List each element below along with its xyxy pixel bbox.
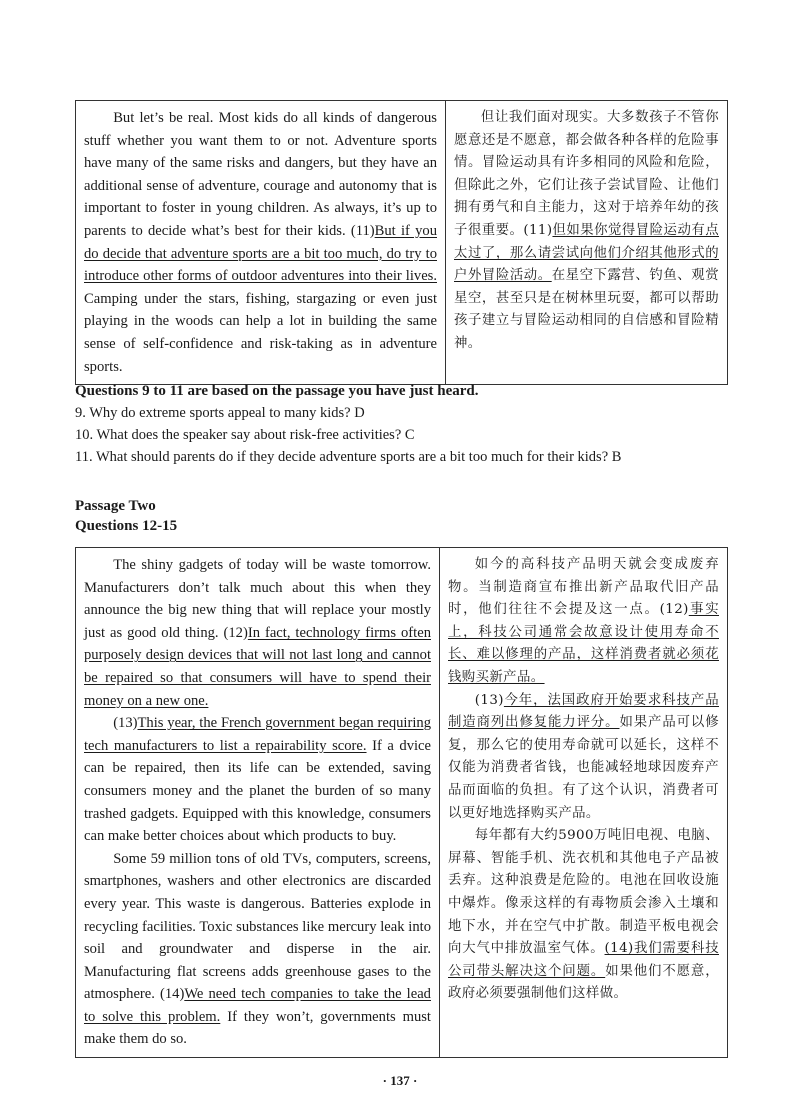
key-sentence-14-zh: (14)我们需要科技公司带头解决这个问题。 bbox=[448, 941, 719, 979]
key-sentence-13: This year, the French government began requiring tech manufacturers to list a repairability score. bbox=[84, 715, 431, 754]
chinese-paragraph-2: (13)今年，法国政府开始要求科技产品制造商列出修复能力评分。如果产品可以修复，那么它的使用寿命就可以延长，这样不仅能为消费者省钱，也能减轻地球因废弃产品而面临的负担。有了这个认识，消费者可以更好地选择购买产品。 bbox=[448, 692, 719, 821]
english-paragraph-1: The shiny gadgets of today will be waste tomorrow. Manufacturers don’t talk much about this when they announce the big new thing that will replace your mostly just as good old thing. (12)In fact, technology firms often purposely design devices that will not last long and cannot be repaired so that consumers will have to spend their money on a new one. bbox=[84, 557, 431, 709]
question-10: 10. What does the speaker say about risk-free activities? C bbox=[75, 427, 415, 443]
bilingual-table-1 bbox=[75, 100, 728, 385]
question-range: Questions 12-15 bbox=[75, 518, 178, 534]
passage-title: Passage Two bbox=[75, 498, 156, 514]
key-sentence-14: We need tech companies to take the lead to solve this problem. bbox=[84, 986, 431, 1025]
bilingual-table-2 bbox=[75, 547, 728, 1058]
key-sentence-11: But if you do decide that adventure sports are a bit too much, do try to introduce other forms of outdoor adventures into their lives. bbox=[84, 222, 437, 285]
key-sentence-12-zh: 事实上，科技公司通常会故意设计使用寿命不长、难以修理的产品，这样消费者就必须花钱购买新产品。 bbox=[448, 602, 719, 685]
english-column bbox=[76, 548, 440, 1058]
chinese-column bbox=[446, 101, 728, 385]
key-sentence-12: In fact, technology firms often purposely design devices that will not last long and cannot be repaired so that consumers will have to spend their money on a new one. bbox=[84, 624, 431, 709]
chinese-paragraph-3: 每年都有大约5900万吨旧电视、电脑、屏幕、智能手机、洗衣机和其他电子产品被丢弃。这种浪费是危险的。电池在回收设施中爆炸。像汞这样的有毒物质会渗入土壤和地下水，并在空气中扩散。制造平板电视会向大气中排放温室气体。(14)我们需要科技公司带头解决这个问题。如果他们不愿意，政府必须要强制他们这样做。 bbox=[448, 828, 719, 1002]
question-11: 11. What should parents do if they decide adventure sports are a bit too much for their kids? B bbox=[75, 449, 622, 465]
question-9: 9. Why do extreme sports appeal to many kids? D bbox=[75, 405, 365, 421]
english-paragraph: But let’s be real. Most kids do all kinds of dangerous stuff whether you want them to or not. Adventure sports have many of the same risks and dangers, but they have an additional sense of adventure, courage and autonomy that is important to foster in young children. As always, it’s up to parents to decide what’s best for their kids. (11)But if you do decide that adventure sports are a bit too much, do try to introduce other forms of outdoor adventures into their lives. Camping under the stars, fishing, stargazing or even just playing in the woods can help a lot in building the same sense of self-confidence and risk-taking as in adventure sports. bbox=[84, 110, 437, 375]
chinese-paragraph-1: 如今的高科技产品明天就会变成废弃物。当制造商宣布推出新产品取代旧产品时，他们往往不会提及这一点。(12)事实上，科技公司通常会故意设计使用寿命不长、难以修理的产品，这样消费者就必须花钱购买新产品。 bbox=[448, 557, 719, 685]
english-paragraph-2: (13)This year, the French government began requiring tech manufacturers to list a repairability score. If a dvice can be repaired, then its life can be extended, saving consumers money and the planet the burden of so many trashed gadgets. Equipped with this knowledge, consumers can make better choices about which products to buy. bbox=[84, 715, 431, 845]
questions-heading: Questions 9 to 11 are based on the passage you have just heard. bbox=[75, 383, 479, 399]
chinese-column bbox=[440, 548, 728, 1058]
english-paragraph-3: Some 59 million tons of old TVs, computers, screens, smartphones, washers and other electronics are discarded every year. This waste is dangerous. Batteries explode in recycling facilities. Toxic substances like mercury leak into soil and groundwater and disperse in the air. Manufacturing flat screens adds greenhouse gases to the atmosphere. (14)We need tech companies to take the lead to solve this problem. If they won’t, governments must make them do so. bbox=[84, 850, 431, 1048]
key-sentence-11-zh: 但如果你觉得冒险运动有点太过了，那么请尝试向他们介绍其他形式的户外冒险活动。 bbox=[454, 222, 719, 284]
key-sentence-13-zh: 今年，法国政府开始要求科技产品制造商列出修复能力评分。 bbox=[448, 692, 719, 731]
page-number: · 137 · bbox=[382, 1073, 418, 1088]
chinese-paragraph: 但让我们面对现实。大多数孩子不管你愿意还是不愿意，都会做各种各样的危险事情。冒险运动具有许多相同的风险和危险，但除此之外，它们让孩子尝试冒险、让他们拥有勇气和自主能力，这对于培养年幼的孩子很重要。(11)但如果你觉得冒险运动有点太过了，那么请尝试向他们介绍其他形式的户外冒险活动。在星空下露营、钓鱼、观赏星空，甚至只是在树林里玩耍，都可以帮助孩子建立与冒险运动相同的自信感和冒险精神。 bbox=[454, 110, 719, 351]
english-column bbox=[76, 101, 446, 385]
